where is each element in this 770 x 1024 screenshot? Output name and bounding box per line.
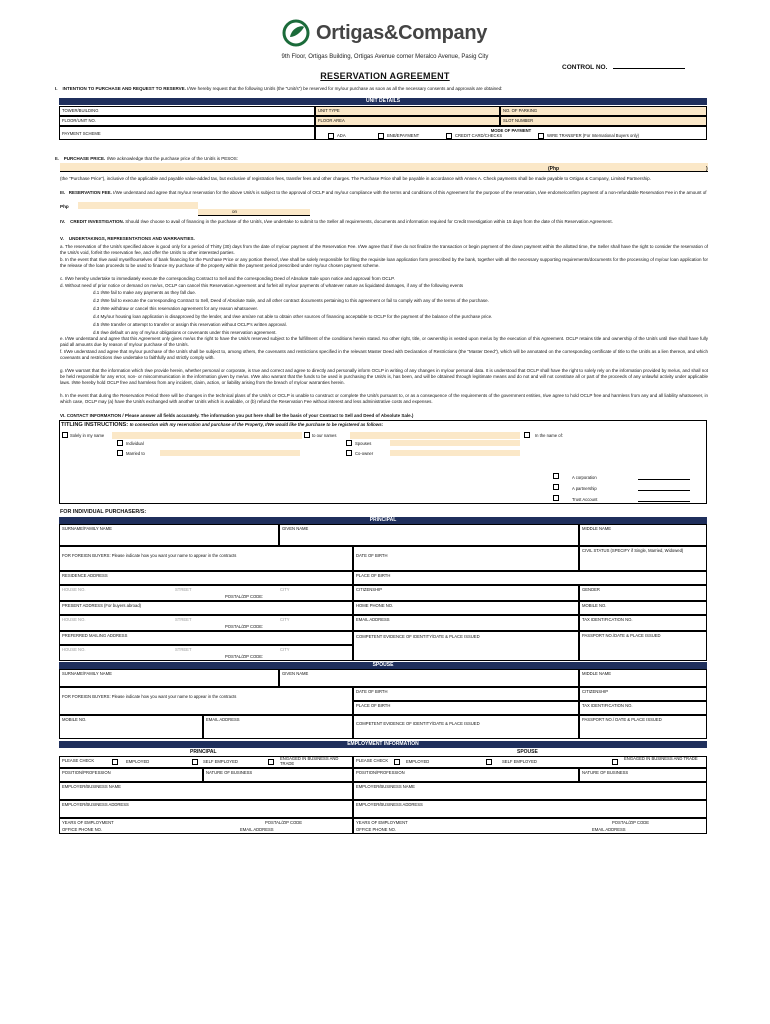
section-3-text: I/We understand and agree that my/our reservation for the above Unit/s is subject to the approval of OCLP and my/our compliance with the terms and conditions of this Agreement for the purpose of the reservation, I/we endorse/confirm payment of a non-refundable Reservation Fee in the amount of (113, 190, 707, 195)
section-5-num: V. (60, 236, 64, 241)
s-email-field[interactable] (203, 715, 353, 739)
p-residence-label: RESIDENCE ADDRESS (62, 573, 108, 578)
s-given-name-label: GIVEN NAME (282, 671, 309, 676)
trust-label: Trust Account (572, 497, 598, 502)
p-mobile-label: MOBILE NO. (582, 603, 607, 608)
trust-field[interactable] (638, 501, 690, 502)
unit-type-label: UNIT TYPE (318, 108, 340, 113)
control-no-label: CONTROL NO. (562, 64, 608, 71)
s-self-employed-label: SELF EMPLOYED (502, 759, 537, 764)
section-5-d1: d.1 I/We fail to make any payments as they fall due. (93, 290, 196, 295)
company-name: Ortigas&Company (316, 21, 488, 44)
section-6-title: VI. CONTACT INFORMATION / Please answer all fields accurately. The information you put here shall be the basis of your Contract to Sell and Deed of Absolute Sale.) (60, 413, 414, 418)
emp-principal-label: PRINCIPAL (190, 749, 217, 755)
section-4-title: CREDIT INVESTIGATION. (70, 219, 125, 224)
s-employer-address-field[interactable] (353, 800, 707, 818)
to-our-names-label: to our names (312, 433, 337, 438)
section-3-num: III. (60, 190, 66, 195)
co-owner-checkbox[interactable] (346, 450, 352, 456)
section-5-c: c. I/We hereby undertake to immediately execute the corresponding Contract to Sell and the corresponding Deed of Absolute Sale upon notice and approval from OCLP. (60, 276, 395, 281)
mode-label: MODE OF PAYMENT (490, 128, 532, 133)
section-5-b: b. In the event that I/we avail myself/ourselves of bank financing for the Purchase Price or any portion thereof, I/we shall be solely responsible for filing the requisite loan application form prescribed by the bank, together with all the necessary supporting requirements/documents for the processing of my/our loan application for the release of the loan proceeds to be used to finance my purchase of the property within the payment period prescribed under my/our chosen payment scheme. (60, 257, 708, 269)
married-to-label: Married to (126, 451, 145, 456)
p-position-field[interactable] (59, 768, 203, 782)
section-5-a: a. The reservation of the Unit/s specified above is good only for a period of Thirty (30) days from the date of my/our payment of the Reservation Fee. I/We agree that if I/we do not finalize the transaction or begin payment of the down payment within the allotted time, the Seller shall have the right to consider the reservation of the Unit/s void, forfeit the reservation fee, and offer the Unit/s to other interested parties. (60, 244, 708, 256)
section-4 (60, 219, 708, 225)
section-5-h: h. In the event that during the Reservation Period there will be changes in the technical plans of the Unit/s or OCLP is unable to construct or complete the Unit/s pursuant to, or as a consequence of the requirements of the government entities, I/we agree to hold OCLP free and harmless from any and all liability whatsoever, in which case, OCLP may (a) have the Unit/s exchanged with another Unit/s which is available, or (b) refund the Reservation Fee without interest and less administrative costs and expenses. (60, 393, 708, 405)
ada-checkbox[interactable] (328, 133, 334, 139)
solely-checkbox[interactable] (62, 432, 68, 438)
section-3 (60, 190, 708, 196)
in-name-of-checkbox[interactable] (524, 432, 530, 438)
section-5-title: UNDERTAKINGS, REPRESENTATIONS AND WARRANTIES. (68, 236, 195, 241)
p-present-address-field[interactable] (59, 601, 353, 615)
p-home-phone-field[interactable] (353, 601, 579, 615)
section-2-num: II. (55, 156, 59, 161)
p-mail-city-label: CITY (280, 647, 290, 652)
p-gender-label: GENDER (582, 587, 600, 592)
s-employer-name-label: EMPLOYER/BUSINESS NAME (356, 784, 415, 789)
to-our-names-field[interactable] (350, 432, 520, 439)
p-present-address-label: PRESENT ADDRESS (For buyers abroad) (62, 603, 142, 608)
p-employer-address-label: EMPLOYER/BUSINESS ADDRESS (62, 802, 129, 807)
unit-type-field[interactable] (315, 106, 500, 116)
corporation-checkbox[interactable] (553, 473, 559, 479)
s-business-checkbox[interactable] (612, 759, 618, 765)
section-1-num: I. (55, 86, 58, 91)
s-nature-field[interactable] (579, 768, 707, 782)
section-5-heading (60, 236, 708, 242)
p-mail-street-label: STREET (175, 647, 192, 652)
partnership-field[interactable] (638, 490, 690, 491)
section-4-text: Should I/we choose to avail of financing in the purchase of the Unit/s, I/we undertake to submit to the Seller all requirements, documents and information required for Credit Investigation within 15 days from the date of this Reservation Agreement. (125, 219, 613, 224)
partnership-label: A partnership (572, 486, 597, 491)
credit-card-label: CREDIT CARD/CHECKS (455, 133, 503, 139)
company-address: 9th Floor, Ortigas Building, Ortigas Avenue corner Meralco Avenue, Pasig City (281, 54, 489, 60)
titling-heading (61, 422, 383, 428)
p-employed-checkbox[interactable] (112, 759, 118, 765)
p-middle-name-label: MIDDLE NAME (582, 526, 612, 531)
solely-name-field[interactable] (112, 432, 302, 439)
p-given-name-field[interactable] (279, 524, 579, 546)
employment-header: EMPLOYMENT INFORMATION (59, 741, 707, 748)
p-citizenship-label: CITIZENSHIP (356, 587, 383, 592)
emp-spouse-label: SPOUSE (517, 749, 538, 755)
bnb-checkbox[interactable] (378, 133, 384, 139)
s-employer-name-field[interactable] (353, 782, 707, 800)
p-tin-field[interactable] (579, 615, 707, 631)
p-email-label: EMAIL ADDRESS (356, 617, 390, 622)
spouses-label: Spouses (355, 441, 372, 446)
php-close: ) (706, 166, 708, 172)
section-4-num: IV. (60, 219, 66, 224)
p-employment-type (59, 756, 353, 768)
co-owner-label: Co-owner (355, 451, 374, 456)
p-pre-city-label: CITY (280, 617, 290, 622)
ortigas-leaf-icon (282, 19, 310, 47)
p-passport-label: PASSPORT NO./DATE & PLACE ISSUED (582, 633, 661, 638)
s-position-field[interactable] (353, 768, 579, 782)
parking-field[interactable] (500, 106, 707, 116)
p-mail-house-label: HOUSE NO. (62, 647, 86, 652)
s-citizenship-field[interactable] (579, 687, 707, 701)
s-competent-id-field[interactable] (353, 715, 579, 739)
individual-checkbox[interactable] (117, 440, 123, 446)
s-mobile-label: MOBILE NO. (62, 717, 87, 722)
to-our-names-checkbox[interactable] (304, 432, 310, 438)
p-business-label: ENGAGED IN BUSINESS AND TRADE (280, 756, 339, 767)
tower-building-label: TOWER/BUILDING (59, 106, 315, 116)
trust-checkbox[interactable] (553, 495, 559, 501)
s-business-label: ENGAGED IN BUSINESS AND TRADE (624, 756, 698, 761)
p-self-employed-checkbox[interactable] (192, 759, 198, 765)
p-email-field[interactable] (353, 615, 579, 631)
p-postal-label: POSTAL/ZIP CODE (265, 820, 303, 825)
control-number (562, 64, 685, 71)
p-position-label: POSITION/PROFESSION (62, 770, 111, 775)
partnership-checkbox[interactable] (553, 484, 559, 490)
section-5-d2: d.2 I/We fail to execute the corresponding Contract to Sell, Deed of Absolute Sale, and all other contract documents pertaining to this agreement or fail to comply with any of the terms of the purchase. (93, 298, 489, 303)
section-2-text2: (the "Purchase Price"), inclusive of the applicable and payable value-added tax, but exclusive of registration fees, transfer fees and other charges. The Purchase Price shall be payable in accordance with Annex A. Check payments shall be made payable to Ortigas & Company, Limited Partnership. (60, 176, 651, 181)
p-employer-name-label: EMPLOYER/BUSINESS NAME (62, 784, 121, 789)
p-employer-address-field[interactable] (59, 800, 353, 818)
s-emp-email-label: EMAIL ADDRESS (592, 827, 626, 832)
s-employment-type (353, 756, 707, 768)
s-surname-field[interactable] (59, 669, 279, 687)
wire-transfer-checkbox[interactable] (538, 133, 544, 139)
co-owner-field[interactable] (390, 450, 520, 456)
p-place-of-birth-label: PLACE OF BIRTH (356, 573, 391, 578)
section-1 (55, 86, 703, 92)
unit-details-header: UNIT DETAILS (59, 98, 707, 105)
spouses-checkbox[interactable] (346, 440, 352, 446)
p-home-phone-label: HOME PHONE NO. (356, 603, 394, 608)
s-employer-address-label: EMPLOYER/BUSINESS ADDRESS (356, 802, 423, 807)
s-place-of-birth-label: PLACE OF BIRTH (356, 703, 391, 708)
s-years-block (353, 818, 707, 834)
married-to-field[interactable] (160, 450, 300, 456)
p-mail-postal-label: POSTAL/ZIP CODE: (225, 654, 264, 659)
spouses-field[interactable] (390, 440, 520, 446)
control-no-field[interactable] (613, 68, 685, 69)
p-tin-label: TAX IDENTIFICATION NO. (582, 617, 633, 622)
section-5-d: d. Without need of prior notice or demand on me/us, OCLP can cancel this Reservation Agreement and forfeit all my/our payments of whatever nature as liquidated damages, if any of the following events (60, 283, 464, 288)
bnb-label: BNB/EPAYMENT (387, 133, 420, 139)
p-foreign-name-label: FOR FOREIGN BUYERS: Please indicate how you want your name to appear in the contracts (62, 553, 237, 558)
solely-label: Solely in my name (70, 433, 105, 438)
spouse-header: SPOUSE (59, 662, 707, 669)
floor-area-field[interactable] (315, 116, 500, 126)
s-tin-label: TAX IDENTIFICATION NO. (582, 703, 633, 708)
p-res-house-label: HOUSE NO. (62, 587, 86, 592)
s-dob-field[interactable] (353, 687, 579, 701)
s-self-employed-checkbox[interactable] (486, 759, 492, 765)
s-please-check: PLEASE CHECK (356, 758, 389, 763)
reservation-fee-words-field[interactable] (78, 202, 198, 209)
p-nature-label: NATURE OF BUSINESS (206, 770, 253, 775)
section-5-e: e. I/We understand and agree that this Agreement only gives me/us the right to have the Unit/s reserved subject to the fulfillment of the conditions herein stated. No other right, title, or ownership is vested upon me/us by the execution of this Agreement. OCLP retains title and ownership of the Unit/s until I/we shall have fully paid all amounts due by reason of my/our purchase of the Unit/s. (60, 336, 708, 348)
s-foreign-name-field[interactable] (59, 687, 353, 715)
p-civil-status-field[interactable] (579, 546, 707, 571)
s-employed-label: EMPLOYED (406, 759, 430, 764)
section-2 (55, 156, 703, 162)
s-tin-field[interactable] (579, 701, 707, 715)
p-surname-field[interactable] (59, 524, 279, 546)
reservation-php-label: Php (60, 204, 69, 209)
p-self-employed-label: SELF EMPLOYED (203, 759, 238, 764)
section-5-d6: d.6 I/we default on any of my/our obligations or covenants under this reservation agreement. (93, 330, 277, 335)
p-employer-name-field[interactable] (59, 782, 353, 800)
section-1-text: I/We hereby request that the following Unit/s (the "Unit/s") be reserved for my/our purchase as soon as all the necessary consents and approvals are obtained: (187, 86, 503, 91)
titling-title: TITLING INSTRUCTIONS: (61, 422, 129, 428)
corporation-label: A corporation (572, 475, 597, 480)
section-3-title: RESERVATION FEE. (68, 190, 112, 195)
p-foreign-name-field[interactable] (59, 546, 353, 571)
slot-number-field[interactable] (500, 116, 707, 126)
p-mobile-field[interactable] (579, 601, 707, 615)
section-5-d5: d.5 I/We transfer or attempt to transfer or assign this reservation without OCLP's written approval. (93, 322, 287, 327)
php-open: (Php (548, 166, 560, 172)
p-years-block (59, 818, 353, 834)
s-surname-label: SURNAME/FAMILY NAME (62, 671, 112, 676)
p-office-phone-label: OFFICE PHONE NO. (62, 827, 103, 832)
p-emp-email-label: EMAIL ADDRESS (240, 827, 274, 832)
section-5-d3: d.3 I/We withdraw or cancel this reservation agreement for any reason whatsoever. (93, 306, 258, 311)
p-middle-name-field[interactable] (579, 524, 707, 546)
p-residence-detail[interactable] (59, 585, 353, 601)
section-5-d4: d.4 My/our housing loan application is disapproved by the lender, and I/we am/are not able to obtain other sources of financing acceptable to OCLP for the payment of the balance of the purchase price. (93, 314, 493, 319)
p-given-name-label: GIVEN NAME (282, 526, 309, 531)
section-2-text: I/We acknowledge that the purchase price of the Unit/s is PESOS: (106, 156, 239, 161)
p-res-city-label: CITY (280, 587, 290, 592)
p-gender-field[interactable] (579, 585, 707, 601)
company-logo (282, 17, 487, 49)
p-pre-house-label: HOUSE NO. (62, 617, 86, 622)
section-1-title: INTENTION TO PURCHASE AND REQUEST TO RESERVE. (62, 86, 186, 91)
individual-purchaser-label: FOR INDIVIDUAL PURCHASER/S: (60, 509, 147, 515)
ada-label: ADA (337, 133, 346, 139)
p-pre-street-label: STREET (175, 617, 192, 622)
p-citizenship-field[interactable] (353, 585, 579, 601)
purchase-price-words-field[interactable] (60, 163, 708, 172)
p-please-check: PLEASE CHECK (62, 758, 95, 763)
s-citizenship-label: CITIZENSHIP (582, 689, 609, 694)
mode-of-payment (315, 126, 707, 140)
s-office-phone-label: OFFICE PHONE NO. (356, 827, 397, 832)
s-years-label: YEARS OF EMPLOYMENT (356, 820, 408, 825)
document-title: RESERVATION AGREEMENT (320, 71, 450, 81)
s-given-name-field[interactable] (279, 669, 579, 687)
section-2-title: PURCHASE PRICE. (63, 156, 106, 161)
parking-label: NO. OF PARKING (503, 108, 538, 113)
titling-subtitle: In connection with my reservation and purchase of the Property, I/We would like the purchase to be registered as follows: (129, 422, 384, 427)
s-postal-label: POSTAL/ZIP CODE (612, 820, 650, 825)
married-to-checkbox[interactable] (117, 450, 123, 456)
p-place-of-birth-field[interactable] (353, 571, 707, 585)
p-dob-field[interactable] (353, 546, 579, 571)
s-place-of-birth-field[interactable] (353, 701, 579, 715)
p-res-street-label: STREET (175, 587, 192, 592)
p-mailing-detail[interactable] (59, 645, 353, 661)
s-mobile-field[interactable] (59, 715, 203, 739)
p-years-label: YEARS OF EMPLOYMENT (62, 820, 114, 825)
s-position-label: POSITION/PROFESSION (356, 770, 405, 775)
s-employed-checkbox[interactable] (394, 759, 400, 765)
s-nature-label: NATURE OF BUSINESS (582, 770, 629, 775)
s-middle-name-field[interactable] (579, 669, 707, 687)
floor-area-label: FLOOR AREA (318, 118, 345, 123)
in-name-of-label: In the name of: (535, 433, 563, 438)
corporation-field[interactable] (638, 479, 690, 480)
p-residence-field[interactable] (59, 571, 353, 585)
wire-transfer-label: WIRE TRANSFER (For International Buyers only) (547, 133, 640, 139)
s-competent-id-label: COMPETENT EVIDENCE OF IDENTITY/DATE & PLACE ISSUED (356, 721, 480, 726)
individual-label: Individual (126, 441, 144, 446)
p-dob-label: DATE OF BIRTH (356, 553, 388, 558)
s-passport-field[interactable] (579, 715, 707, 739)
payment-scheme-label: PAYMENT SCHEME (59, 126, 315, 140)
p-passport-field[interactable] (579, 631, 707, 661)
p-employed-label: EMPLOYED (126, 759, 150, 764)
p-business-checkbox[interactable] (268, 759, 274, 765)
p-civil-status-label: CIVIL STATUS (SPECIFY if Single, Married, Widowed) (582, 548, 684, 553)
section-5-f: f. I/We understand and agree that my/our purchase of the Unit/s shall be subject to, among others, the covenants and restrictions specified in the relevant Master Deed with Declaration of Restrictions (the "Master Deed"), which will be annotated on the corresponding certificate of title to the Unit/s as a lien thereon, and which covenants and restrictions I/we undertake to faithfully and strictly comply with. (60, 349, 708, 361)
p-surname-label: SURNAME/FAMILY NAME (62, 526, 112, 531)
floor-unit-label: FLOOR/UNIT NO. (59, 116, 315, 126)
reservation-on-label: on (232, 209, 238, 214)
p-competent-id-label: COMPETENT EVIDENCE OF IDENTITY/DATE & PLACE ISSUED (356, 634, 480, 639)
principal-header: PRINCIPAL (59, 517, 707, 524)
s-foreign-name-label: FOR FOREIGN BUYERS: Please indicate how you want your name to appear in the contracts (62, 694, 237, 699)
s-dob-label: DATE OF BIRTH (356, 689, 388, 694)
p-mailing-field[interactable] (59, 631, 353, 645)
slot-number-label: SLOT NUMBER (503, 118, 534, 123)
p-res-postal-label: POSTAL/ZIP CODE: (225, 594, 264, 599)
section-5-g: g. I/We warrant that the information which I/we provide herein, whether personal or corporate, is true and correct and agree to directly and personally inform OCLP in writing of any changes in my/our personal data. It is understood that OCLP shall have the right to solely rely on the information provided by me/us, and shall not be held responsible for any error, non- or miscommunication in the information given by me/us. I/We also warrant that the funds to be used in purchasing the Unit/s is, has been, and will be obtained through legitimate means and do not and will not constitute all or part of the proceeds of any unlawful activity under applicable laws. I/We hereby hold OCLP free and harmless from any incident, claim, action, or liability arising from the breach of my/our warranties herein. (60, 368, 708, 386)
p-present-detail[interactable] (59, 615, 353, 631)
p-mailing-label: PREFERRED MAILING ADDRESS (62, 633, 128, 638)
credit-card-checkbox[interactable] (446, 133, 452, 139)
s-email-label: EMAIL ADDRESS (206, 717, 240, 722)
reservation-amount-field[interactable] (198, 209, 310, 216)
p-nature-field[interactable] (203, 768, 353, 782)
s-middle-name-label: MIDDLE NAME (582, 671, 612, 676)
s-passport-label: PASSPORT NO./ DATE & PLACE ISSUED (582, 717, 662, 722)
p-competent-id-field[interactable] (353, 631, 579, 661)
p-pre-postal-label: POSTAL/ZIP CODE: (225, 624, 264, 629)
